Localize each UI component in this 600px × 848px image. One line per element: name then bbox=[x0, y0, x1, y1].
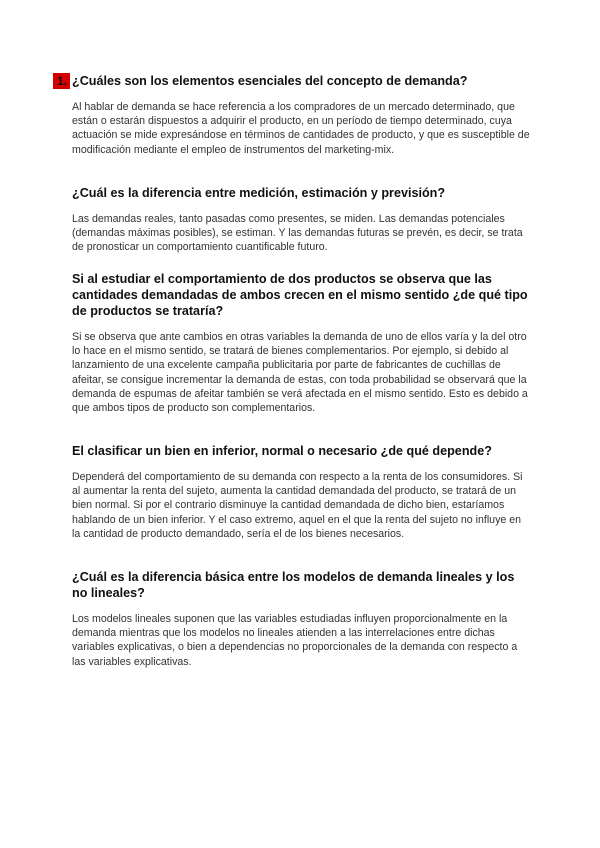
question-number-marker: 1. bbox=[53, 73, 70, 89]
question-1-answer: Al hablar de demanda se hace referencia a los compradores de un mercado determinado, que están o estarán dispuestos a adquirir el producto, en un período de tiempo determinado, cuya actuación se mide expresándose en términos de cantidades de producto, y que es susceptible de modificación mediante el empleo de instrumentos del marketing-mix. bbox=[72, 101, 530, 156]
question-4-answer: Dependerá del comportamiento de su demanda con respecto a la renta de los consumidores. Si al aumentar la renta del sujeto, aumenta la cantidad demandada del producto, se tratará de un bien normal. Si por el contrario disminuye la cantidad demandada de dicho bien, estaríamos hablando de un bien inferior. Y el caso extremo, aquel en el que la renta del sujeto no influye en la cantidad de producto demandado, sería el de los bienes necesarios. bbox=[72, 471, 523, 540]
question-2-answer: Las demandas reales, tanto pasadas como presentes, se miden. Las demandas potenciales (demandas máximas posibles), se estiman. Y las demandas futuras se prevén, es decir, se trata de pronosticar un comportamiento cuantificable futuro. bbox=[72, 213, 523, 254]
question-5-heading: ¿Cuál es la diferencia básica entre los modelos de demanda lineales y los no lineales? bbox=[72, 570, 515, 600]
question-3-heading: Si al estudiar el comportamiento de dos productos se observa que las cantidades demandadas de ambos crecen en el mismo sentido ¿de qué tipo de productos se trataría? bbox=[72, 272, 528, 318]
question-4 bbox=[72, 443, 532, 541]
question-3 bbox=[72, 271, 532, 415]
question-1-heading: ¿Cuáles son los elementos esenciales del concepto de demanda? bbox=[72, 74, 468, 88]
question-1 bbox=[72, 73, 532, 157]
question-5 bbox=[72, 569, 532, 669]
question-2 bbox=[72, 185, 532, 255]
question-4-heading: El clasificar un bien en inferior, normal o necesario ¿de qué depende? bbox=[72, 444, 492, 458]
question-2-heading: ¿Cuál es la diferencia entre medición, estimación y previsión? bbox=[72, 186, 446, 200]
question-5-answer: Los modelos lineales suponen que las variables estudiadas influyen proporcionalmente en la demanda mientras que los modelos no lineales atienden a las interrelaciones entre dichas variables explicativas, o bien a dependencias no proporcionales de la demanda con respecto a las variables explicativas. bbox=[72, 613, 518, 668]
question-3-answer: Si se observa que ante cambios en otras variables la demanda de uno de ellos varía y la del otro lo hace en el mismo sentido, se tratará de bienes complementarios. Por ejemplo, si debido al lanzamiento de una excelente campaña publicitaria por parte de fabricantes de cuchillas de afeitar, se consigue incrementar la demanda de estas, con toda probabilidad se observará que la demanda de espumas de afeitar también se verá afectada en el mismo sentido. Esto es debido a que ambos tipos de producto son complementarios. bbox=[72, 331, 528, 415]
